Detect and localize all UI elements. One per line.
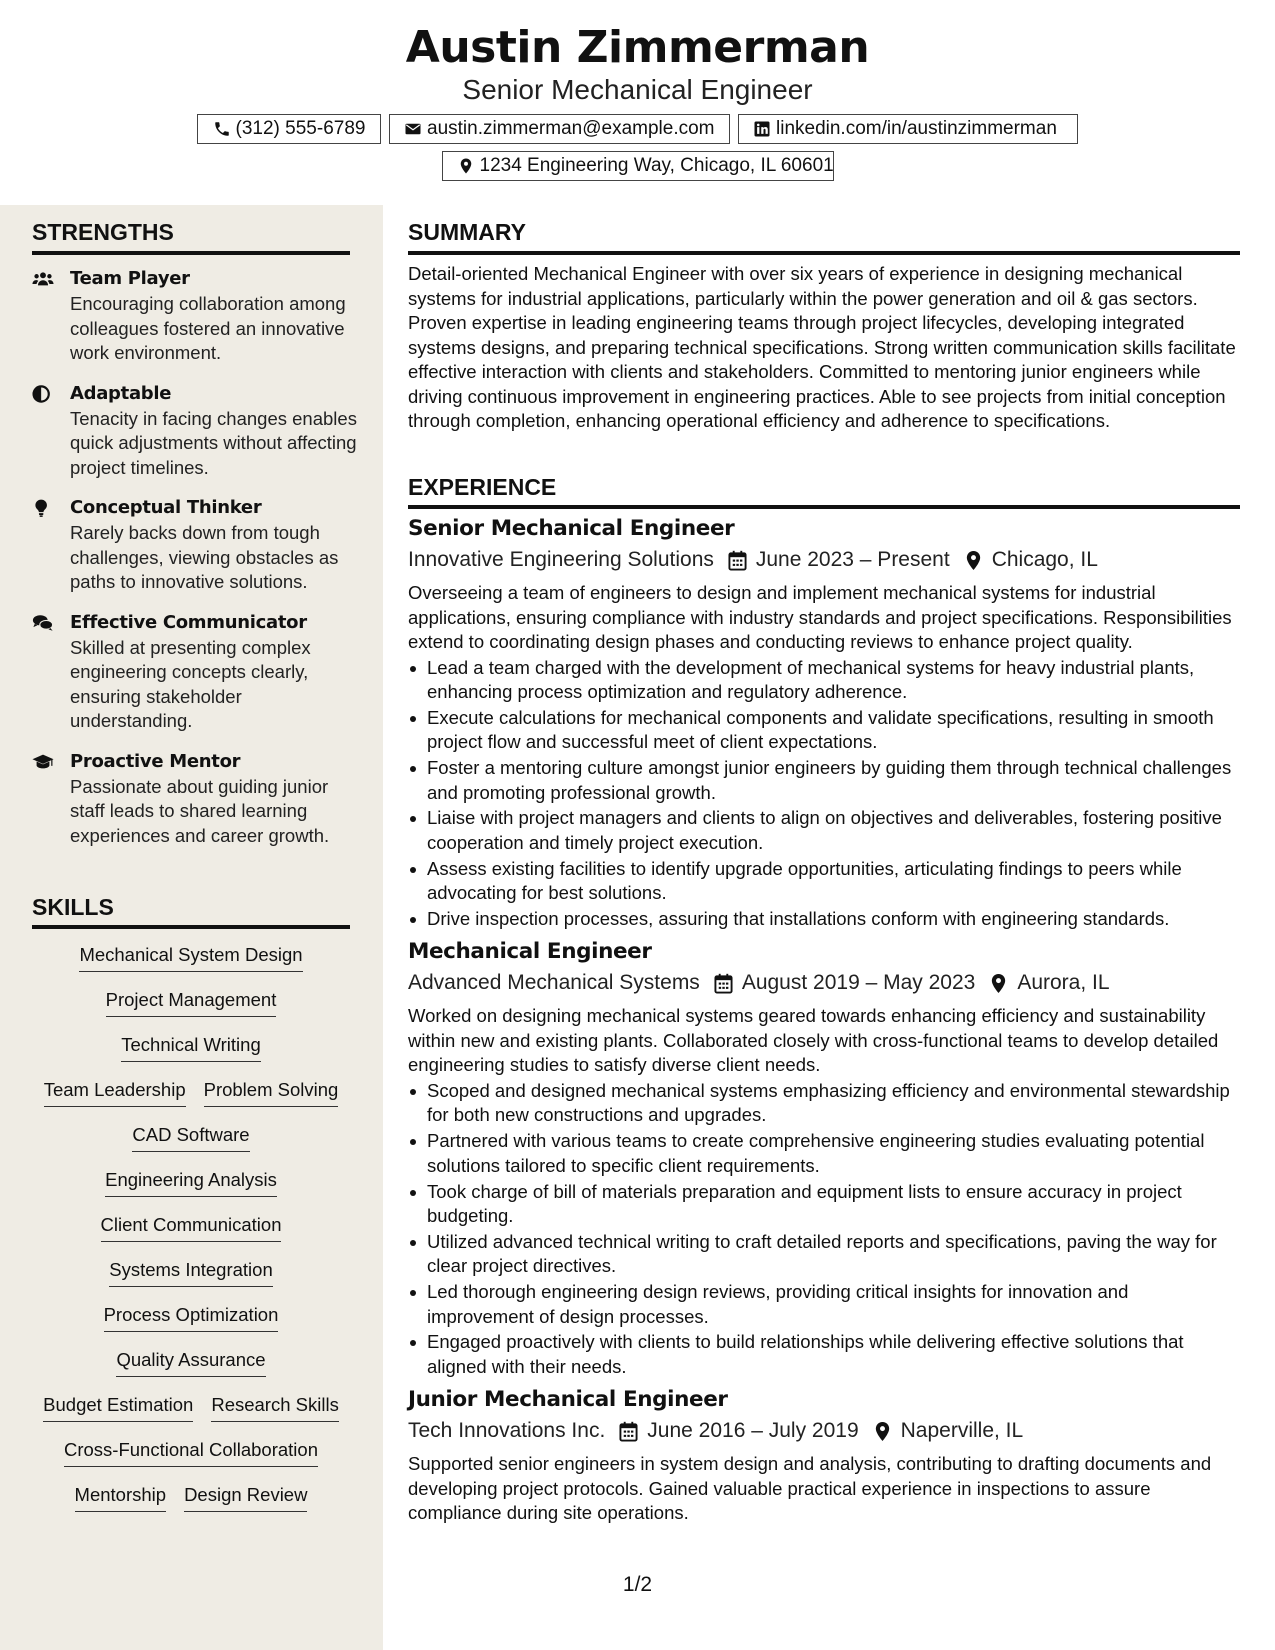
- experience-heading: EXPERIENCE: [408, 474, 557, 500]
- skill-tag: Budget Estimation: [43, 1392, 193, 1422]
- job-bullets: [408, 656, 1240, 932]
- job-title: Mechanical Engineer: [408, 939, 652, 965]
- experience-divider: [408, 505, 1240, 509]
- skill-tag: Cross-Functional Collaboration: [64, 1437, 318, 1467]
- linkedin-chip[interactable]: [738, 114, 1078, 144]
- skill-tag: Quality Assurance: [116, 1347, 265, 1377]
- map-pin-icon: [873, 1421, 892, 1442]
- job-description: Worked on designing mechanical systems geared towards enhancing efficiency and sustainability within new and existing plants. Collaborated closely with cross-functional teams to develop detailed engineering studies to satisfy diverse client needs.: [408, 1005, 1219, 1076]
- strength-title: Proactive Mentor: [70, 750, 241, 772]
- job-company: Tech Innovations Inc.: [408, 1419, 606, 1443]
- skill-row: [32, 1212, 350, 1257]
- address-text: 1234 Engineering Way, Chicago, IL 60601: [479, 155, 834, 176]
- skill-row: [32, 1347, 350, 1392]
- map-pin-icon: [964, 550, 983, 571]
- skill-tag: Systems Integration: [109, 1257, 273, 1287]
- calendar-icon: [714, 973, 733, 994]
- job-bullet: Took charge of bill of materials preparation and equipment lists to ensure accuracy in project budgeting.: [408, 1180, 1240, 1229]
- calendar-icon: [728, 550, 747, 571]
- strength-title: Effective Communicator: [70, 611, 307, 633]
- page-indicator: 1/2: [622, 1573, 653, 1596]
- skill-tag: Design Review: [184, 1482, 307, 1512]
- envelope-icon: [404, 120, 422, 138]
- job-title: Senior Mechanical Engineer: [408, 516, 735, 541]
- summary-heading: SUMMARY: [408, 219, 526, 245]
- job-bullet: Utilized advanced technical writing to craft detailed reports and specifications, paving the way for clear project directives.: [408, 1230, 1240, 1279]
- graduation-cap-icon: [32, 749, 70, 849]
- skill-tag: Team Leadership: [44, 1077, 186, 1107]
- job-company: Advanced Mechanical Systems: [408, 971, 700, 995]
- skills-heading: SKILLS: [32, 894, 114, 920]
- job-description: Supported senior engineers in system design and analysis, contributing to drafting documents and developing project protocols. Gained valuable practical experience in inspections to assure compliance during site operations.: [408, 1453, 1212, 1524]
- strength-description: Tenacity in facing changes enables quick adjustments without affecting project timelines.: [70, 407, 357, 478]
- job-location: Chicago, IL: [991, 548, 1098, 571]
- skill-row: [32, 1122, 350, 1167]
- job-bullet: Drive inspection processes, assuring that installations conform with engineering standards.: [408, 907, 1240, 932]
- linkedin-text: linkedin.com/in/austinzimmerman: [776, 118, 1057, 139]
- chat-bubbles-icon: [32, 610, 70, 734]
- skill-tag: Mentorship: [75, 1482, 167, 1512]
- strength-title: Conceptual Thinker: [70, 497, 262, 518]
- strength-item: [32, 610, 362, 734]
- experience-list: [408, 514, 1240, 1532]
- strengths-divider: [32, 251, 350, 255]
- skills-divider: [32, 925, 350, 929]
- users-icon: [32, 266, 70, 366]
- candidate-name: Austin Zimmerman: [405, 22, 870, 73]
- skill-tag: Project Management: [106, 987, 277, 1017]
- job-entry: [408, 1385, 1240, 1526]
- job-bullet: Foster a mentoring culture amongst junior engineers by guiding them through technical challenges and promoting professional growth.: [408, 756, 1240, 805]
- map-pin-icon: [989, 973, 1008, 994]
- strengths-heading: STRENGTHS: [32, 219, 174, 245]
- skill-tag: CAD Software: [132, 1122, 249, 1152]
- job-meta: [408, 1416, 1240, 1446]
- phone-icon: [213, 120, 231, 138]
- contact-row: [0, 151, 1275, 181]
- skill-tag: Technical Writing: [121, 1032, 261, 1062]
- email-text: austin.zimmerman@example.com: [427, 118, 715, 139]
- strength-title: Adaptable: [70, 382, 172, 404]
- resume-header: [0, 0, 1275, 205]
- job-description: Overseeing a team of engineers to design and implement mechanical systems for industrial applications, ensuring compliance with industry standards and project specifications. Responsibilities extend to coordinating design phases and conducting reviews to enhance project quality.: [408, 582, 1232, 652]
- address-chip: [442, 151, 834, 181]
- strength-title: Team Player: [70, 268, 190, 289]
- strength-item: [32, 495, 362, 595]
- linkedin-icon: [753, 120, 771, 138]
- skill-row: [32, 1257, 350, 1302]
- strengths-list: [32, 266, 362, 863]
- job-bullet: Liaise with project managers and clients to align on objectives and deliverables, fostering positive cooperation and timely project execution.: [408, 806, 1240, 855]
- strength-item: [32, 266, 362, 366]
- skill-row: [32, 1437, 350, 1482]
- job-company: Innovative Engineering Solutions: [408, 548, 714, 571]
- skill-tag: Engineering Analysis: [105, 1167, 277, 1197]
- phone-chip[interactable]: [197, 114, 381, 144]
- job-bullet: Assess existing facilities to identify upgrade opportunities, articulating findings to peers while advocating for best solutions.: [408, 857, 1240, 906]
- skill-row: [32, 942, 350, 987]
- skill-row: [32, 1302, 350, 1347]
- strength-description: Passionate about guiding junior staff leads to shared learning experiences and career growth.: [70, 775, 330, 846]
- skill-tag: Problem Solving: [204, 1077, 339, 1107]
- skill-row: [32, 1032, 350, 1077]
- skill-row: [32, 1167, 350, 1212]
- phone-text: (312) 555-6789: [235, 118, 366, 139]
- job-dates: June 2016 – July 2019: [647, 1419, 859, 1443]
- summary-text: Detail-oriented Mechanical Engineer with over six years of experience in designing mechanical systems for industrial applications, particularly within the power generation and oil & gas sectors. Proven expertise in leading engineering teams through project lifecycles, developing integrated systems designs, and preparing technical specifications. Strong written communication skills facilitate effective interaction with clients and stakeholders. Committed to mentoring junior engineers while driving continuous improvement in engineering practices. Able to see projects from initial conception through completion, enhancing operational efficiency and adherence to specifications.: [408, 263, 1236, 431]
- job-bullet: Led thorough engineering design reviews, providing critical insights for innovation and improvement of design processes.: [408, 1280, 1240, 1329]
- summary-divider: [408, 251, 1240, 255]
- skills-list: [32, 942, 350, 1527]
- job-dates: June 2023 – Present: [755, 548, 950, 571]
- skill-tag: Mechanical System Design: [79, 942, 302, 972]
- lightbulb-icon: [32, 495, 70, 595]
- skill-tag: Process Optimization: [104, 1302, 279, 1332]
- job-bullet: Scoped and designed mechanical systems emphasizing efficiency and environmental stewardship for both new constructions and upgrades.: [408, 1079, 1240, 1128]
- strength-item: [32, 749, 362, 849]
- job-bullet: Partnered with various teams to create comprehensive engineering studies evaluating potential solutions tailored to specific client requirements.: [408, 1129, 1240, 1178]
- strength-description: Rarely backs down from tough challenges, viewing obstacles as paths to innovative solutions.: [70, 522, 339, 592]
- job-meta: [408, 545, 1240, 575]
- skill-tag: Client Communication: [101, 1212, 282, 1242]
- half-circle-icon: [32, 381, 70, 481]
- skill-row: [32, 1392, 350, 1437]
- strength-item: [32, 381, 362, 481]
- job-meta: [408, 968, 1240, 998]
- job-bullets: [408, 1079, 1240, 1379]
- job-bullet: Lead a team charged with the development of mechanical systems for heavy industrial plants, enhancing process optimization and regulatory adherence.: [408, 656, 1240, 705]
- job-bullet: Execute calculations for mechanical components and validate specifications, resulting in smooth project flow and successful meet of client expectations.: [408, 706, 1240, 755]
- job-location: Naperville, IL: [900, 1419, 1024, 1443]
- calendar-icon: [619, 1421, 638, 1442]
- job-title: Junior Mechanical Engineer: [408, 1387, 728, 1413]
- job-dates: August 2019 – May 2023: [741, 971, 976, 995]
- skill-row: [32, 987, 350, 1032]
- strength-description: Encouraging collaboration among colleagues fostered an innovative work environment.: [70, 293, 346, 363]
- candidate-role: Senior Mechanical Engineer: [462, 74, 813, 105]
- job-location: Aurora, IL: [1017, 971, 1110, 995]
- strength-description: Skilled at presenting complex engineering concepts clearly, ensuring stakeholder understanding.: [70, 636, 311, 731]
- job-entry: [408, 514, 1240, 931]
- job-entry: [408, 937, 1240, 1379]
- skill-row: [32, 1077, 350, 1122]
- contact-row: [0, 114, 1275, 144]
- job-bullet: Engaged proactively with clients to build relationships while delivering effective solutions that aligned with their needs.: [408, 1330, 1240, 1379]
- skill-tag: Research Skills: [211, 1392, 339, 1422]
- email-chip[interactable]: [389, 114, 730, 144]
- skill-row: [32, 1482, 350, 1527]
- map-pin-icon: [457, 157, 475, 175]
